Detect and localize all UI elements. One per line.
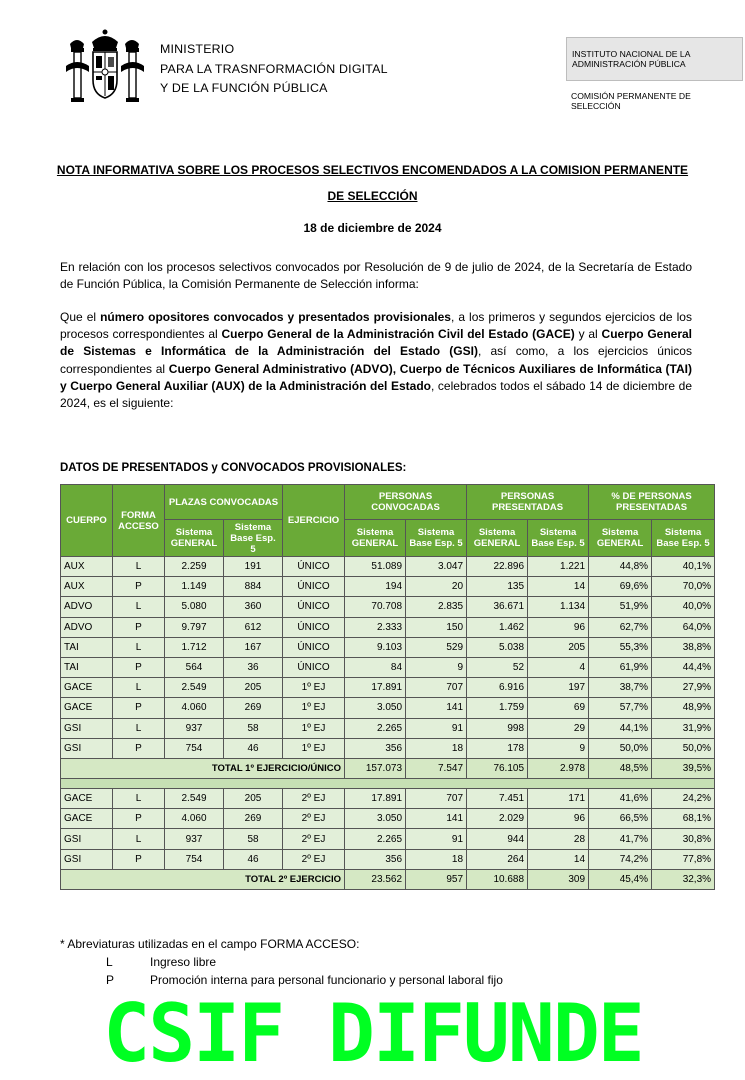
table-cell: 41,6% — [589, 789, 652, 809]
table-cell: 269 — [224, 809, 283, 829]
table-cell: 44,4% — [652, 657, 715, 677]
table-caption: DATOS DE PRESENTADOS y CONVOCADOS PROVISIONALES: — [60, 462, 407, 474]
table-cell: 937 — [165, 829, 224, 849]
table-cell: P — [113, 738, 165, 758]
total-cell: 48,5% — [589, 758, 652, 778]
table-cell: 46 — [224, 738, 283, 758]
table-cell: 4 — [528, 657, 589, 677]
table-cell: ÚNICO — [283, 557, 345, 577]
table-cell: 77,8% — [652, 849, 715, 869]
table-cell: 3.047 — [406, 557, 467, 577]
table-cell: 205 — [528, 637, 589, 657]
table-row — [61, 789, 715, 809]
table-cell: 167 — [224, 637, 283, 657]
table-cell: 754 — [165, 738, 224, 758]
commission-header — [571, 91, 691, 111]
table-row — [61, 577, 715, 597]
subheader-sistema-general: Sistema GENERAL — [345, 520, 406, 557]
body-text: , celebrados todos el sábado 14 de diciembre de 2024, es el siguiente: — [60, 378, 692, 411]
table-cell: 57,7% — [589, 698, 652, 718]
header-forma-acceso: FORMA ACCESO — [113, 485, 165, 557]
table-cell: TAI — [61, 657, 113, 677]
table-cell: 14 — [528, 577, 589, 597]
note-item — [60, 971, 503, 989]
table-cell: 360 — [224, 597, 283, 617]
table-cell: 205 — [224, 678, 283, 698]
body-text: , a los primeros y segundos ejercicios de los procesos correspondientes al — [60, 310, 692, 342]
table-cell: 264 — [467, 849, 528, 869]
table-cell: 5.038 — [467, 637, 528, 657]
table-cell: 24,2% — [652, 789, 715, 809]
table-cell: 6.916 — [467, 678, 528, 698]
table-cell: 55,3% — [589, 637, 652, 657]
note-value: Ingreso libre — [150, 955, 217, 969]
table-cell: L — [113, 829, 165, 849]
table-row — [61, 829, 715, 849]
table-cell: 612 — [224, 617, 283, 637]
body-text: y al — [574, 327, 602, 342]
body-paragraph — [60, 309, 692, 412]
table-cell: 61,9% — [589, 657, 652, 677]
table-cell: L — [113, 678, 165, 698]
note-key: L — [106, 955, 113, 969]
table-cell: 754 — [165, 849, 224, 869]
table-cell: 197 — [528, 678, 589, 698]
subheader-sistema-general: Sistema GENERAL — [589, 520, 652, 557]
table-cell: 529 — [406, 637, 467, 657]
separator-cell — [61, 779, 715, 789]
table-cell: 58 — [224, 718, 283, 738]
table-cell: P — [113, 698, 165, 718]
subheader-sistema-general: Sistema GENERAL — [165, 520, 224, 557]
table-cell: 2.549 — [165, 678, 224, 698]
table-cell: 141 — [406, 698, 467, 718]
note-value: Promoción interna para personal funcionario y personal laboral fijo — [150, 973, 503, 987]
data-table — [60, 484, 715, 890]
table-cell: 1.221 — [528, 557, 589, 577]
table-cell: P — [113, 657, 165, 677]
table-cell: ÚNICO — [283, 617, 345, 637]
table-cell: 44,8% — [589, 557, 652, 577]
document-title-continued: DE SELECCIÓN — [327, 189, 418, 203]
table-cell: 29 — [528, 718, 589, 738]
total-cell: 309 — [528, 869, 589, 889]
csif-difunde-stamp: CSIF DIFUNDE — [103, 987, 643, 1080]
table-cell: 564 — [165, 657, 224, 677]
total-cell: 76.105 — [467, 758, 528, 778]
table-cell: 1.134 — [528, 597, 589, 617]
table-cell: 27,9% — [652, 678, 715, 698]
table-cell: 96 — [528, 809, 589, 829]
ministry-line: Y DE LA FUNCIÓN PÚBLICA — [160, 81, 328, 95]
table-cell: L — [113, 718, 165, 738]
table-cell: 36 — [224, 657, 283, 677]
table-row — [61, 657, 715, 677]
table-total-row — [61, 869, 715, 889]
table-row — [61, 617, 715, 637]
table-cell: 68,1% — [652, 809, 715, 829]
table-cell: GACE — [61, 698, 113, 718]
table-cell: 18 — [406, 738, 467, 758]
body-text: , así como, a los ejercicios únicos correspondientes al — [60, 344, 692, 376]
table-cell: 998 — [467, 718, 528, 738]
table-cell: 31,9% — [652, 718, 715, 738]
table-cell: 91 — [406, 718, 467, 738]
subheader-sistema-base: Sistema Base Esp. 5 — [406, 520, 467, 557]
table-cell: 69 — [528, 698, 589, 718]
notes-title: * Abreviaturas utilizadas en el campo FORMA ACCESO: — [60, 937, 360, 951]
table-row — [61, 557, 715, 577]
table-cell: 62,7% — [589, 617, 652, 637]
ministry-line: MINISTERIO — [160, 42, 235, 56]
table-cell: 205 — [224, 789, 283, 809]
inap-header-box — [566, 37, 743, 81]
table-cell: 44,1% — [589, 718, 652, 738]
table-cell: GACE — [61, 678, 113, 698]
table-cell: 135 — [467, 577, 528, 597]
total-cell: 45,4% — [589, 869, 652, 889]
table-cell: P — [113, 849, 165, 869]
table-row — [61, 809, 715, 829]
table-cell: 17.891 — [345, 678, 406, 698]
table-cell: 20 — [406, 577, 467, 597]
table-cell: 18 — [406, 849, 467, 869]
total-cell: 7.547 — [406, 758, 467, 778]
table-cell: 1.712 — [165, 637, 224, 657]
table-cell: 64,0% — [652, 617, 715, 637]
table-cell: 356 — [345, 738, 406, 758]
table-cell: 2º EJ — [283, 809, 345, 829]
coat-of-arms-logo — [62, 28, 148, 108]
table-cell: 9 — [528, 738, 589, 758]
total-cell: 23.562 — [345, 869, 406, 889]
table-cell: 2.265 — [345, 718, 406, 738]
table-cell: 194 — [345, 577, 406, 597]
table-cell: 2.029 — [467, 809, 528, 829]
commission-line: COMISIÓN PERMANENTE DE — [571, 91, 691, 101]
table-cell: 14 — [528, 849, 589, 869]
subheader-sistema-base: Sistema Base Esp. 5 — [224, 520, 283, 557]
table-row — [61, 597, 715, 617]
table-cell: 1º EJ — [283, 678, 345, 698]
table-row — [61, 678, 715, 698]
table-cell: 171 — [528, 789, 589, 809]
table-cell: 2º EJ — [283, 829, 345, 849]
inap-line: INSTITUTO NACIONAL DE LA — [572, 49, 691, 59]
table-cell: 36.671 — [467, 597, 528, 617]
table-cell: 707 — [406, 678, 467, 698]
subheader-sistema-base: Sistema Base Esp. 5 — [528, 520, 589, 557]
header-presentadas: PERSONAS PRESENTADAS — [467, 485, 589, 520]
table-cell: 22.896 — [467, 557, 528, 577]
table-cell: ÚNICO — [283, 597, 345, 617]
table-cell: 70,0% — [652, 577, 715, 597]
table-cell: 9 — [406, 657, 467, 677]
table-cell: 9.103 — [345, 637, 406, 657]
table-cell: 937 — [165, 718, 224, 738]
table-cell: 58 — [224, 829, 283, 849]
table-cell: 1.462 — [467, 617, 528, 637]
table-cell: 41,7% — [589, 829, 652, 849]
subheader-sistema-general: Sistema GENERAL — [467, 520, 528, 557]
table-cell: L — [113, 557, 165, 577]
table-cell: P — [113, 809, 165, 829]
body-bold-text: Cuerpo General de Sistemas e Informática de la Administración del Estado (GSI) — [60, 327, 693, 359]
table-cell: GSI — [61, 849, 113, 869]
table-cell: 48,9% — [652, 698, 715, 718]
table-cell: 1º EJ — [283, 738, 345, 758]
table-cell: 38,7% — [589, 678, 652, 698]
table-cell: 38,8% — [652, 637, 715, 657]
table-cell: 2.333 — [345, 617, 406, 637]
table-total-row — [61, 758, 715, 778]
table-cell: 2º EJ — [283, 849, 345, 869]
table-cell: 178 — [467, 738, 528, 758]
table-cell: GACE — [61, 809, 113, 829]
inap-line: ADMINISTRACIÓN PÚBLICA — [572, 59, 686, 69]
subheader-sistema-base: Sistema Base Esp. 5 — [652, 520, 715, 557]
table-cell: 17.891 — [345, 789, 406, 809]
table-row — [61, 698, 715, 718]
table-cell: 40,1% — [652, 557, 715, 577]
table-cell: 141 — [406, 809, 467, 829]
table-cell: ADVO — [61, 597, 113, 617]
table-cell: 51.089 — [345, 557, 406, 577]
table-cell: L — [113, 637, 165, 657]
table-cell: 50,0% — [652, 738, 715, 758]
table-cell: 707 — [406, 789, 467, 809]
note-item — [60, 953, 359, 971]
table-cell: 2.259 — [165, 557, 224, 577]
header-ejercicio: EJERCICIO — [283, 485, 345, 557]
table-cell: 150 — [406, 617, 467, 637]
table-cell: 7.451 — [467, 789, 528, 809]
document-date: 18 de diciembre de 2024 — [303, 221, 442, 235]
total-cell: 2.978 — [528, 758, 589, 778]
table-cell: 4.060 — [165, 809, 224, 829]
table-cell: 28 — [528, 829, 589, 849]
table-cell: 2º EJ — [283, 789, 345, 809]
total-cell: 957 — [406, 869, 467, 889]
table-cell: ÚNICO — [283, 657, 345, 677]
abbreviations-note — [60, 935, 503, 989]
table-cell: GSI — [61, 738, 113, 758]
table-cell: 2.835 — [406, 597, 467, 617]
table-cell: 96 — [528, 617, 589, 637]
ministry-line: PARA LA TRASNFORMACIÓN DIGITAL — [160, 61, 388, 76]
header-plazas: PLAZAS CONVOCADAS — [165, 485, 283, 520]
table-cell: 3.050 — [345, 698, 406, 718]
table-cell: 4.060 — [165, 698, 224, 718]
table-cell: 269 — [224, 698, 283, 718]
total-cell: 39,5% — [652, 758, 715, 778]
table-body — [61, 557, 715, 890]
total-label: TOTAL 1º EJERCICIO/ÚNICO — [61, 758, 345, 778]
table-cell: 52 — [467, 657, 528, 677]
ministry-name — [160, 40, 388, 99]
table-cell: AUX — [61, 577, 113, 597]
table-cell: 50,0% — [589, 738, 652, 758]
header-convocadas: PERSONAS CONVOCADAS — [345, 485, 467, 520]
table-cell: L — [113, 597, 165, 617]
table-cell: ADVO — [61, 617, 113, 637]
total-cell: 10.688 — [467, 869, 528, 889]
table-cell: GSI — [61, 718, 113, 738]
table-cell: 66,5% — [589, 809, 652, 829]
table-cell: 74,2% — [589, 849, 652, 869]
body-bold-text: Cuerpo General de la Administración Civil del Estado (GACE) — [221, 327, 575, 342]
table-cell: L — [113, 789, 165, 809]
table-cell: P — [113, 577, 165, 597]
table-cell: 3.050 — [345, 809, 406, 829]
commission-line: SELECCIÓN — [571, 101, 621, 111]
table-cell: 91 — [406, 829, 467, 849]
table-cell: 884 — [224, 577, 283, 597]
table-row — [61, 849, 715, 869]
header-cuerpo: CUERPO — [61, 485, 113, 557]
total-cell: 157.073 — [345, 758, 406, 778]
intro-paragraph: En relación con los procesos selectivos convocados por Resolución de 9 de julio de 2024, de la Secretaría de Estado de Función Pública, la Comisión Permanente de Selección informa: — [60, 260, 692, 292]
table-separator — [61, 779, 715, 789]
table-cell: 69,6% — [589, 577, 652, 597]
table-cell: 84 — [345, 657, 406, 677]
table-cell: 1º EJ — [283, 698, 345, 718]
table-cell: 40,0% — [652, 597, 715, 617]
table-cell: 1.149 — [165, 577, 224, 597]
table-cell: 1.759 — [467, 698, 528, 718]
table-cell: 30,8% — [652, 829, 715, 849]
table-cell: GSI — [61, 829, 113, 849]
table-row — [61, 637, 715, 657]
table-row — [61, 738, 715, 758]
table-cell: 1º EJ — [283, 718, 345, 738]
total-label: TOTAL 2º EJERCICIO — [61, 869, 345, 889]
table-cell: 9.797 — [165, 617, 224, 637]
table-cell: 944 — [467, 829, 528, 849]
table-cell: AUX — [61, 557, 113, 577]
note-key: P — [106, 973, 115, 987]
table-cell: 2.549 — [165, 789, 224, 809]
table-cell: 191 — [224, 557, 283, 577]
body-bold-text: Cuerpo General Administrativo (ADVO), Cuerpo de Técnicos Auxiliares de Informática (TAI) y Cuerpo General Auxiliar (AUX) de la Administración del Estado — [60, 361, 692, 393]
table-cell: GACE — [61, 789, 113, 809]
document-title: NOTA INFORMATIVA SOBRE LOS PROCESOS SELECTIVOS ENCOMENDADOS A LA COMISION PERMANENTE — [56, 163, 689, 177]
header-porcentaje: % DE PERSONAS PRESENTADAS — [589, 485, 715, 520]
table-row — [61, 718, 715, 738]
table-cell: P — [113, 617, 165, 637]
table-cell: ÚNICO — [283, 577, 345, 597]
total-cell: 32,3% — [652, 869, 715, 889]
table-cell: TAI — [61, 637, 113, 657]
table-cell: 5.080 — [165, 597, 224, 617]
body-text: Que el — [60, 310, 101, 324]
table-cell: ÚNICO — [283, 637, 345, 657]
table-cell: 46 — [224, 849, 283, 869]
table-cell: 51,9% — [589, 597, 652, 617]
table-cell: 2.265 — [345, 829, 406, 849]
body-bold-text: número opositores convocados y presentados provisionales — [100, 310, 451, 324]
table-cell: 356 — [345, 849, 406, 869]
table-cell: 70.708 — [345, 597, 406, 617]
